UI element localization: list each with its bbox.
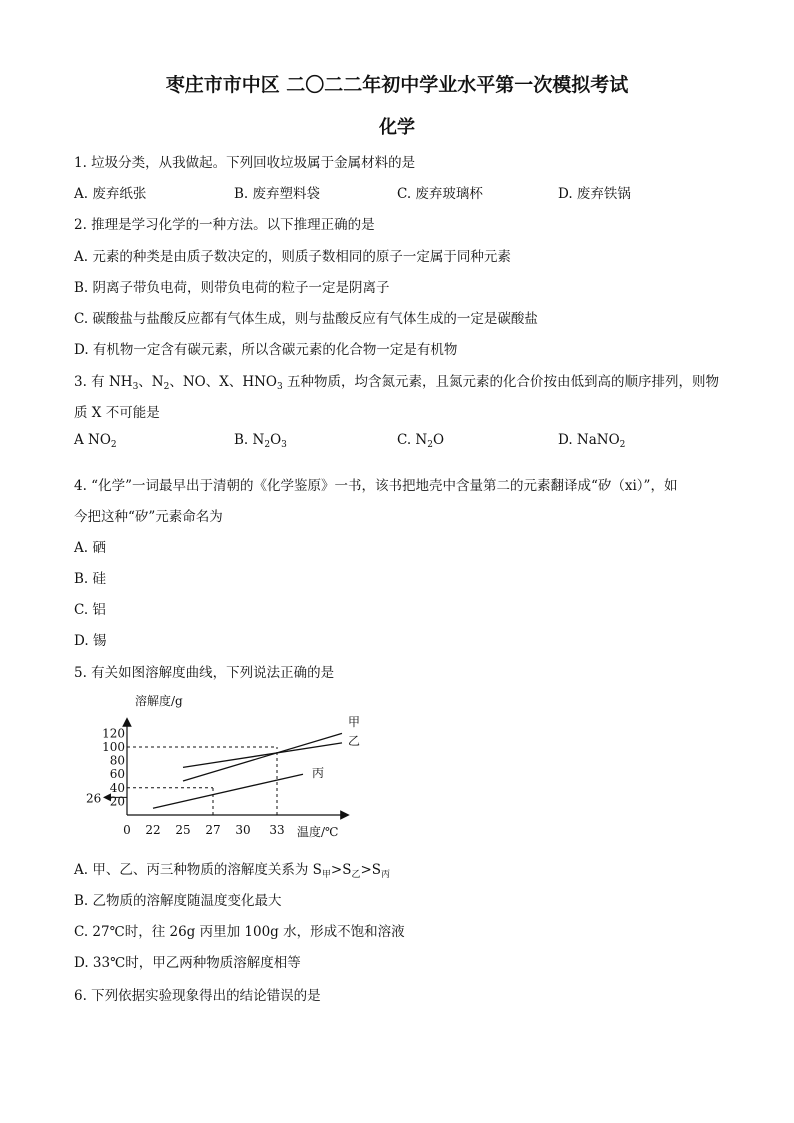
q3-text-1: 3. 有 NH	[74, 374, 133, 390]
q5-a-mid2: >S	[360, 862, 382, 878]
question-2-option-c: C. 碳酸盐与盐酸反应都有气体生成，则与盐酸反应有气体生成的一定是碳酸盐	[74, 311, 538, 327]
q3-c-text2: O	[432, 432, 445, 448]
question-2-option-d: D. 有机物一定含有碳元素，所以含碳元素的化合物一定是有机物	[74, 342, 458, 358]
q3-b-sub: 2	[264, 440, 271, 450]
question-1-option-a: A. 废弃纸张	[74, 186, 147, 202]
y-tick-label-60: 60	[109, 767, 125, 782]
question-4-option-c: C. 铝	[74, 602, 106, 618]
q3-c-sub: 2	[427, 440, 433, 450]
q3-b-text2: O	[270, 432, 282, 448]
question-1-option-c: C. 废弃玻璃杯	[397, 186, 483, 202]
annotation-26-label: 26	[86, 791, 102, 806]
question-5-option-c: C. 27℃时，往 26g 丙里加 100g 水，形成不饱和溶液	[74, 924, 405, 940]
question-1-option-b: B. 废弃塑料袋	[234, 186, 321, 202]
q3-sub-2: 2	[163, 382, 170, 392]
q3-c-text: C. N	[397, 432, 428, 448]
series-line-2	[153, 774, 303, 808]
x-tick-label-22: 22	[145, 823, 161, 837]
question-1-stem: 1. 垃圾分类，从我做起。下列回收垃圾属于金属材料的是	[74, 155, 416, 171]
q5-a-sub3: 丙	[381, 870, 391, 880]
question-2-option-a: A. 元素的种类是由质子数决定的，则质子数相同的原子一定属于同种元素	[74, 249, 511, 265]
q3-sub-1: 3	[132, 382, 139, 392]
question-2-option-b: B. 阴离子带负电荷，则带负电荷的粒子一定是阴离子	[74, 280, 390, 296]
y-tick-label-20: 20	[109, 794, 125, 809]
question-4-option-d: D. 锡	[74, 633, 107, 649]
x-tick-label-30: 30	[235, 823, 251, 837]
q3-b-text: B. N	[234, 432, 265, 448]
q3-text-3: 、NO、X、HNO	[169, 374, 277, 390]
question-1-option-d: D. 废弃铁锅	[558, 186, 631, 202]
q3-a-text: A NO	[74, 432, 111, 448]
q5-a-sub2: 乙	[351, 870, 361, 880]
question-5-option-a	[74, 858, 390, 878]
question-4-stem-line2: 今把这种“矽”元素命名为	[74, 509, 223, 525]
question-4-option-a: A. 硒	[74, 540, 106, 556]
question-6-stem: 6. 下列依据实验现象得出的结论错误的是	[74, 988, 321, 1004]
question-4-stem: 4. “化学”一词最早出于清朝的《化学鉴原》一书，该书把地壳中含量第二的元素翻译成“矽（xi）”，如	[74, 478, 678, 494]
x-tick-label-33: 33	[269, 823, 285, 837]
x-tick-label-25: 25	[175, 823, 191, 837]
x-axis-label: 温度/℃	[297, 825, 339, 839]
y-tick-label-100: 100	[102, 740, 125, 754]
paper-title: 枣庄市市中区 二〇二二年初中学业水平第一次模拟考试	[165, 74, 629, 96]
x-tick-label-0: 0	[123, 823, 131, 837]
question-4-option-b: B. 硅	[74, 571, 107, 587]
question-5-option-d: D. 33℃时，甲乙两种物质溶解度相等	[74, 955, 301, 971]
question-2-stem: 2. 推理是学习化学的一种方法。以下推理正确的是	[74, 217, 375, 233]
q3-a-sub: 2	[110, 440, 117, 450]
series-label-2: 丙	[312, 766, 325, 780]
series-label-1: 乙	[348, 734, 361, 748]
q3-text-4: 五种物质，均含氮元素，且氮元素的化合价按由低到高的顺序排列，则物	[282, 374, 720, 390]
question-5-stem: 5. 有关如图溶解度曲线，下列说法正确的是	[74, 665, 335, 681]
q5-a-sub1: 甲	[321, 870, 331, 880]
series-label-0: 甲	[348, 715, 361, 729]
y-tick-label-120: 120	[102, 726, 125, 741]
q5-a-mid1: >S	[330, 862, 352, 878]
question-5-option-b: B. 乙物质的溶解度随温度变化最大	[74, 893, 282, 909]
q3-sub-3: 3	[277, 382, 283, 392]
y-tick-label-40: 40	[109, 780, 125, 795]
x-tick-label-27: 27	[205, 823, 221, 837]
y-axis-label: 溶解度/g	[135, 694, 183, 708]
y-tick-label-80: 80	[109, 753, 125, 768]
q5-a-text: A. 甲、乙、丙三种物质的溶解度关系为 S	[74, 862, 322, 878]
q3-d-sub: 2	[619, 440, 626, 450]
paper-subject: 化学	[379, 117, 415, 138]
q3-d-text: D. NaNO	[558, 432, 620, 448]
question-3-stem-line2: 质 X 不可能是	[74, 405, 160, 421]
q3-text-2: 、N	[138, 374, 164, 390]
q3-b-sub2: 3	[281, 440, 287, 450]
